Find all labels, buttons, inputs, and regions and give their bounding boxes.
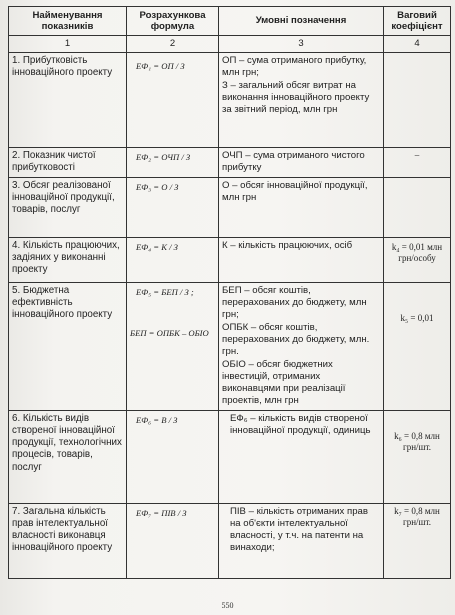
condition-line: БЕП – обсяг коштів, перерахованих до бюджету, млн грн;	[222, 284, 367, 320]
table-row	[9, 410, 451, 503]
indicator-name: 6. Кількість видів створеної інноваційної продукції, технологічних процесів, товарів, послуг	[9, 410, 127, 503]
formula-cell	[127, 410, 219, 503]
weight-cell: k₇ = 0,8 млн грн/шт.	[384, 503, 451, 578]
formula-cell	[127, 147, 219, 177]
condition-line: ОЧП – сума отриманого чистого прибутку	[222, 149, 365, 173]
table-row	[9, 177, 451, 237]
column-number-row	[9, 36, 451, 53]
formula-cell	[127, 52, 219, 147]
formula: ЕФ₆ = В / З	[136, 414, 178, 425]
header-indicator-name: Найменування показників	[9, 7, 127, 36]
weight-cell	[384, 177, 451, 237]
header-row	[9, 7, 451, 36]
conditions-cell	[219, 177, 384, 237]
condition-line: З – загальний обсяг витрат на виконання інноваційного проекту за звітний період, млн грн	[222, 79, 370, 115]
indicator-name: 1. Прибутковість інноваційного проекту	[9, 52, 127, 147]
indicator-name: 3. Обсяг реалізованої інноваційної продукції, товарів, послуг	[9, 177, 127, 237]
header-conditions: Умовні позначення	[219, 7, 384, 36]
formula: ЕФ₃ = О / З	[136, 181, 179, 192]
indicator-name: 4. Кількість працюючих, задіяних у виконанні проекту	[9, 237, 127, 282]
weight-cell	[384, 52, 451, 147]
formula: ЕФ₂ = ОЧП / З	[136, 151, 191, 162]
condition-line: О – обсяг інноваційної продукції, млн грн	[222, 179, 368, 203]
condition-line: ЕФ₆ – кількість видів створеної інноваційної продукції, одиниць	[230, 412, 371, 436]
table-row	[9, 52, 451, 147]
column-number: 3	[219, 36, 384, 53]
weight-cell: –	[384, 147, 451, 177]
conditions-cell	[219, 410, 384, 503]
header-weight: Ваговий коефіцієнт	[384, 7, 451, 36]
formula: ЕФ₇ = ПІВ / З	[136, 507, 187, 518]
conditions-cell	[219, 282, 384, 410]
formula-cell	[127, 237, 219, 282]
table-row	[9, 503, 451, 578]
conditions-cell	[219, 52, 384, 147]
weight-cell: k₅ = 0,01	[384, 282, 451, 410]
column-number: 4	[384, 36, 451, 53]
condition-line: ОБІО – обсяг бюджетних інвестицій, отриманих виконавцями при реалізації проектів, млн грн	[222, 358, 346, 406]
column-number: 1	[9, 36, 127, 53]
condition-line: К – кількість працюючих, осіб	[222, 239, 353, 251]
condition-line: ОП – сума отриманого прибутку, млн грн;	[222, 54, 367, 78]
indicator-name: 5. Бюджетна ефективність інноваційного проекту	[9, 282, 127, 410]
column-number: 2	[127, 36, 219, 53]
conditions-cell	[219, 237, 384, 282]
weight-cell: k₄ = 0,01 млн грн/особу	[384, 237, 451, 282]
conditions-cell	[219, 503, 384, 578]
formula-cell	[127, 177, 219, 237]
weight-cell: k₆ = 0,8 млн грн/шт.	[384, 410, 451, 503]
formula-secondary: БЕП = ОПБК – ОБІО	[130, 327, 209, 338]
formula: ЕФ₅ = БЕП / З ;	[136, 286, 194, 297]
formula: ЕФ₁ = ОП / З	[136, 60, 185, 71]
indicator-name: 7. Загальна кількість прав інтелектуальної власності виконавця інноваційного проекту	[9, 503, 127, 578]
header-formula: Розрахункова формула	[127, 7, 219, 36]
conditions-cell	[219, 147, 384, 177]
page-number: 550	[221, 601, 234, 610]
table-row	[9, 237, 451, 282]
condition-line: ОПБК – обсяг коштів, перерахованих до бюджету, млн. грн.	[222, 321, 370, 357]
indicators-table	[8, 6, 451, 579]
formula-cell	[127, 503, 219, 578]
table-row	[9, 282, 451, 410]
formula: ЕФ₄ = К / З	[136, 241, 178, 252]
formula-cell	[127, 282, 219, 410]
table-row	[9, 147, 451, 177]
indicator-name: 2. Показник чистої прибутковості	[9, 147, 127, 177]
condition-line: ПІВ – кількість отриманих прав на об'єкти інтелектуальної власності, у т.ч. на патенти на винаходи;	[230, 505, 368, 553]
